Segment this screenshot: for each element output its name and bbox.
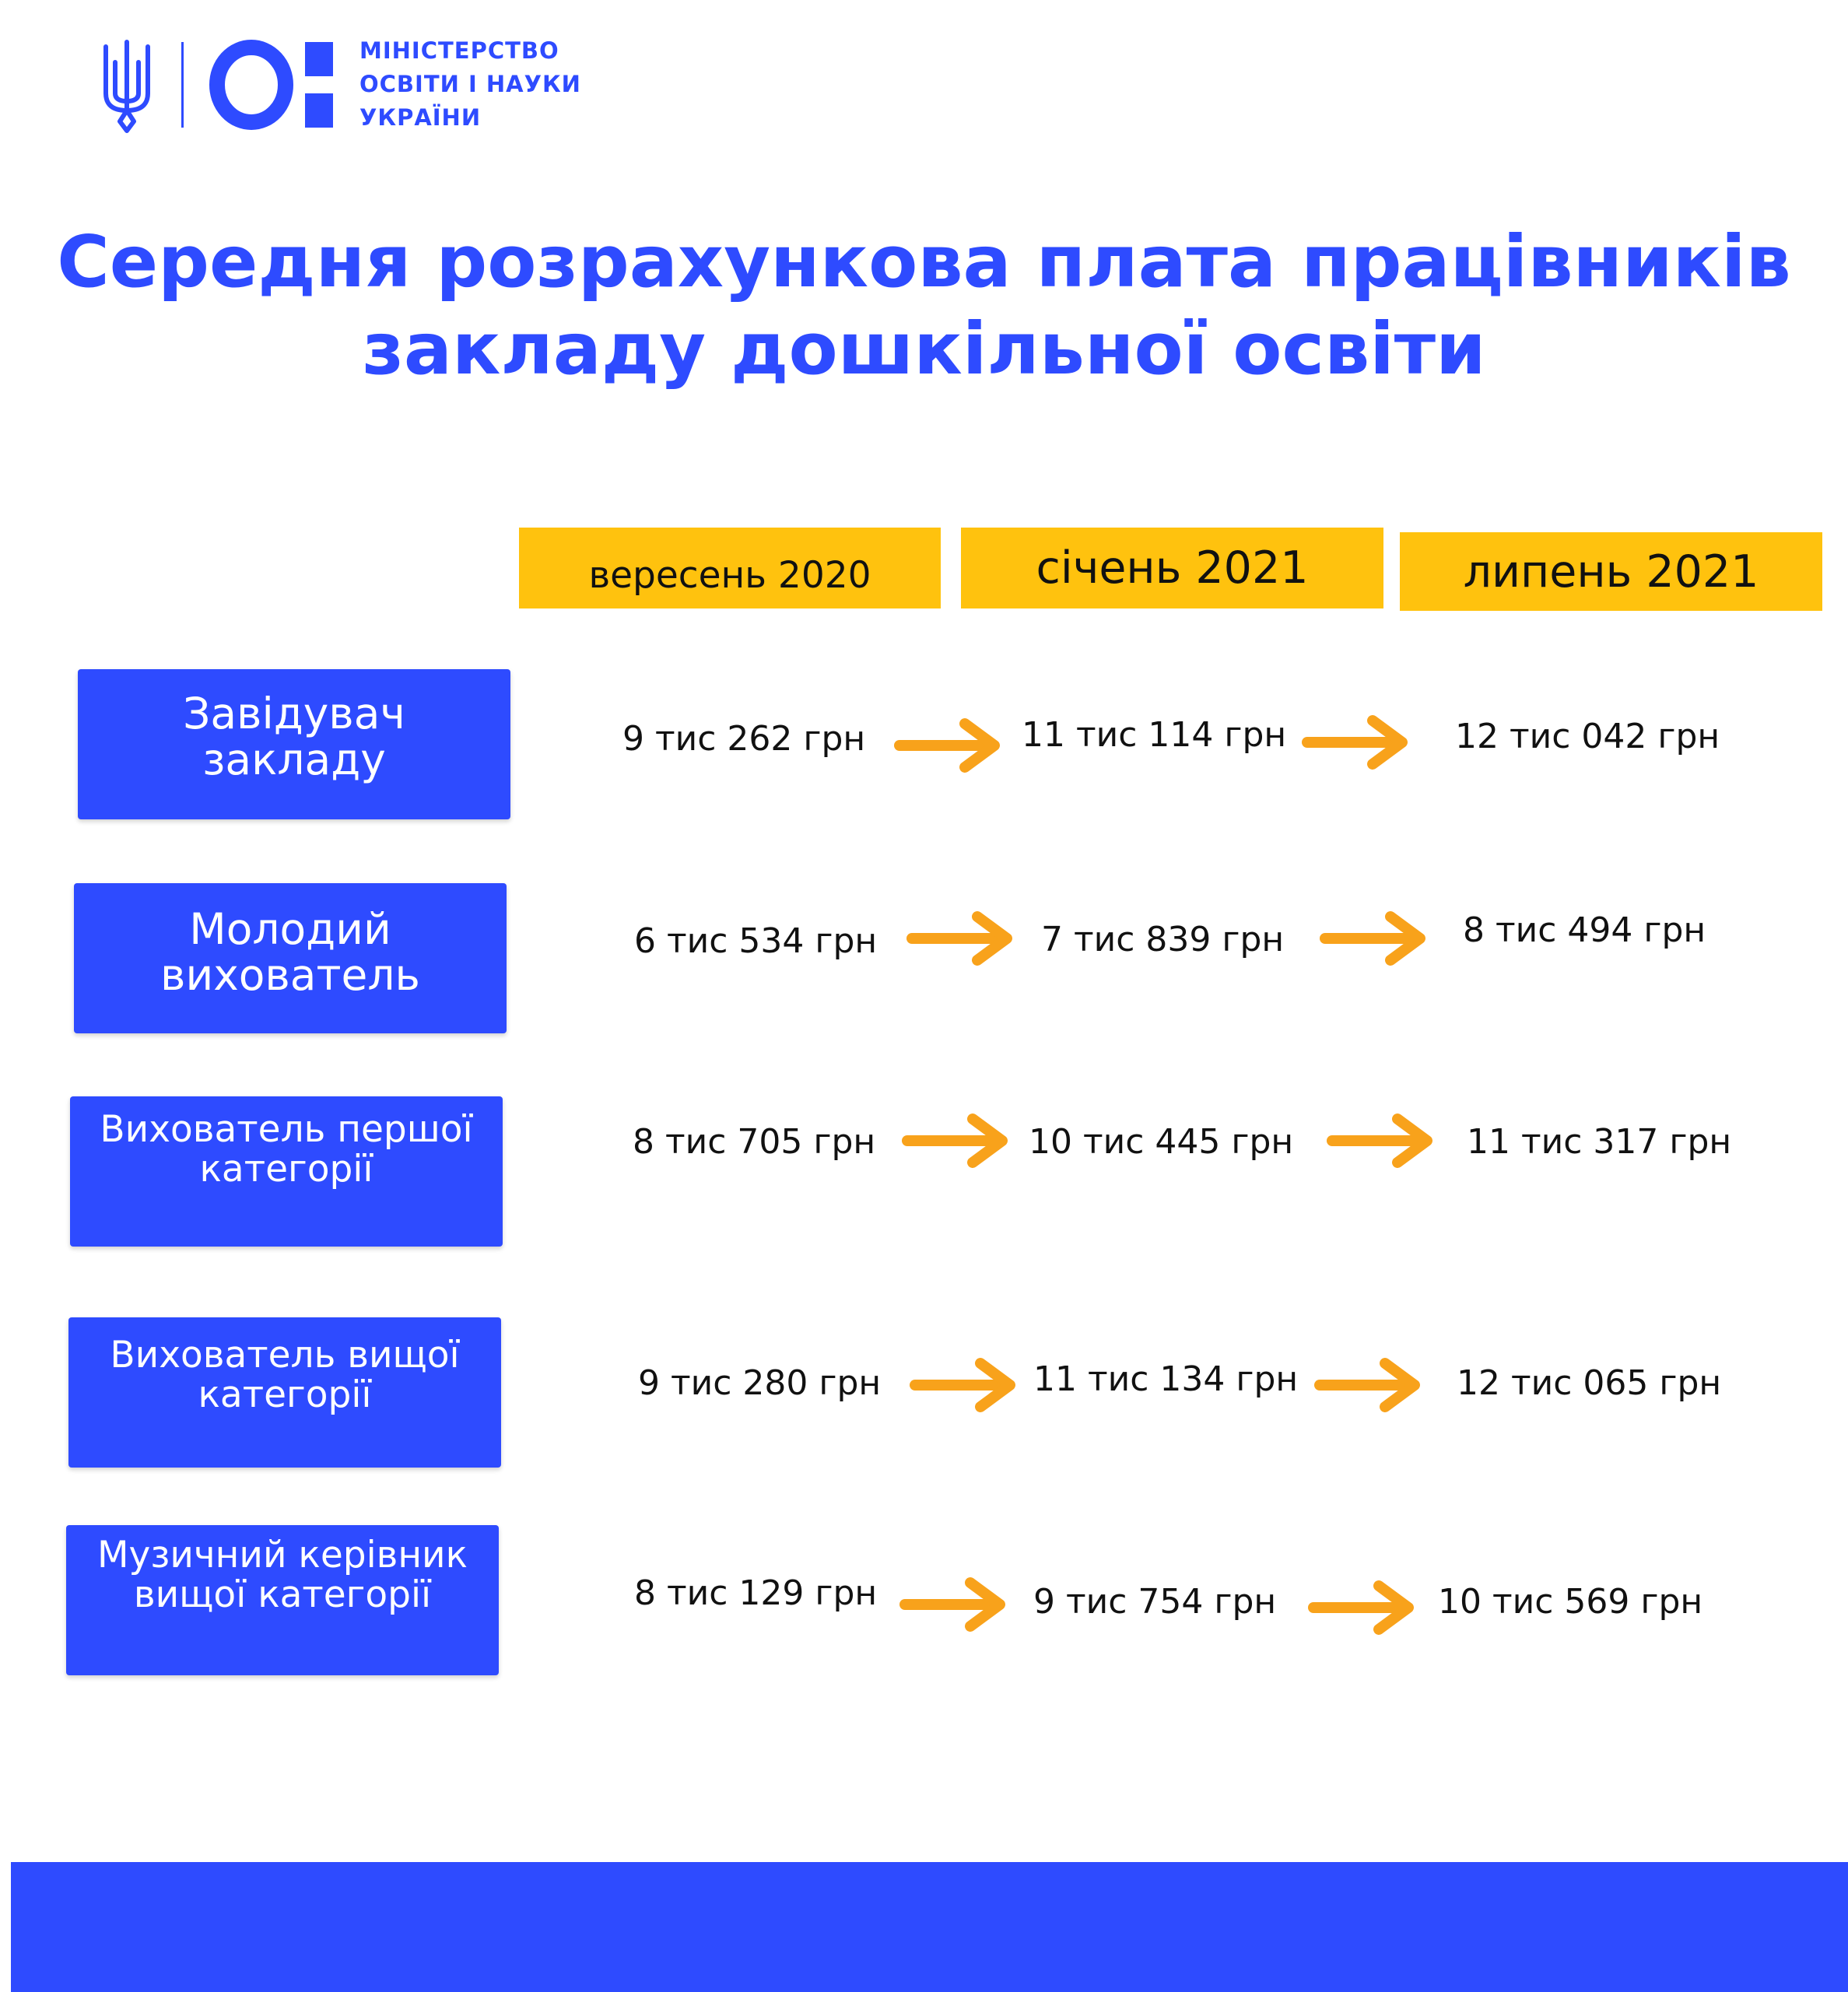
- arrow-right-icon: [1307, 1580, 1416, 1636]
- role-label: Музичний керівник вищої категорії: [97, 1534, 468, 1616]
- role-label: Вихователь першої категорії: [100, 1108, 473, 1191]
- role-label: Молодий вихователь: [160, 904, 420, 1001]
- arrow-right-icon: [909, 1357, 1018, 1413]
- trident-icon: [101, 39, 153, 134]
- arrow-right-icon: [1319, 910, 1428, 966]
- logo-divider: [181, 42, 184, 128]
- salary-value: 9 тис 754 грн: [1033, 1582, 1277, 1622]
- role-label: Вихователь вищої категорії: [110, 1334, 460, 1416]
- salary-value: 12 тис 065 грн: [1457, 1363, 1722, 1403]
- salary-value: 9 тис 280 грн: [638, 1363, 882, 1403]
- salary-value: 11 тис 134 грн: [1033, 1359, 1299, 1399]
- column-header-jul-2021: липень 2021: [1400, 532, 1822, 611]
- mon-logo-icon: [209, 37, 341, 132]
- salary-value: 7 тис 839 грн: [1041, 920, 1285, 959]
- column-header-sep-2020: вересень 2020: [519, 528, 941, 608]
- page-title-line-2: закладу дошкільної освіти: [362, 307, 1486, 391]
- salary-value: 11 тис 317 грн: [1467, 1122, 1732, 1162]
- page-title-line-1: Середня розрахункова плата працівників: [57, 220, 1791, 303]
- arrow-right-icon: [901, 1113, 1010, 1169]
- salary-value: 8 тис 129 грн: [634, 1573, 878, 1613]
- arrow-right-icon: [899, 1576, 1008, 1633]
- role-box-junior-teacher: [74, 883, 507, 1033]
- role-label: Завідувач закладу: [183, 689, 405, 785]
- salary-value: 6 тис 534 грн: [634, 921, 878, 961]
- salary-value: 10 тис 569 грн: [1438, 1582, 1703, 1622]
- salary-value: 12 тис 042 грн: [1455, 717, 1720, 756]
- arrow-right-icon: [893, 717, 1002, 773]
- salary-value: 11 тис 114 грн: [1022, 715, 1287, 755]
- role-box-head: [78, 669, 510, 819]
- ministry-name-line-2: ОСВІТИ І НАУКИ: [359, 71, 581, 97]
- salary-value: 10 тис 445 грн: [1029, 1122, 1294, 1162]
- column-header-jan-2021: січень 2021: [961, 528, 1383, 608]
- ministry-name-line-1: МІНІСТЕРСТВО: [359, 37, 559, 64]
- arrow-right-icon: [906, 910, 1015, 966]
- salary-value: 8 тис 494 грн: [1463, 910, 1706, 950]
- role-box-first-category-teacher: [70, 1096, 503, 1247]
- salary-value: 9 тис 262 грн: [622, 719, 866, 759]
- footer-band: [11, 1862, 1848, 1992]
- arrow-right-icon: [1326, 1113, 1435, 1169]
- salary-value: 8 тис 705 грн: [633, 1122, 876, 1162]
- role-box-music-director: [66, 1525, 499, 1675]
- ministry-name-line-3: УКРАЇНИ: [359, 104, 482, 131]
- arrow-right-icon: [1313, 1357, 1422, 1413]
- arrow-right-icon: [1301, 714, 1410, 770]
- role-box-higher-category-teacher: [68, 1317, 501, 1468]
